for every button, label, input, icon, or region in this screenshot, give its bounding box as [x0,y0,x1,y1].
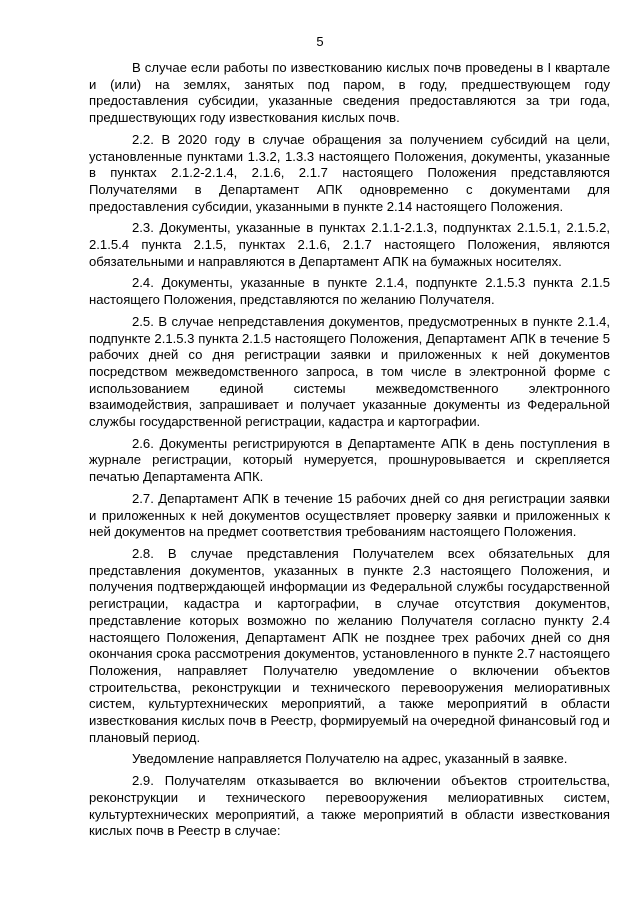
paragraph: Уведомление направляется Получателю на адрес, указанный в заявке. [132,751,568,767]
paragraph: 2.5. В случае непредставления документов, предусмотренных в пункте 2.1.4, подпункте 2.1.5.3 пункта 2.1.5 настоящего Положения, Департамент АПК в течение 5 рабочих дней со дня регистрации заявки и приложенных к ней документов посредством межведомственного запроса, в том числе в электронной форме с использованием единой системы межведомственного электронного взаимодействия, запрашивает и получает указанные документы из Федеральной службы государственной регистрации, кадастра и картографии. [89,313,610,430]
paragraph: 2.6. Документы регистрируются в Департаменте АПК в день поступления в журнале регистрации, который нумеруется, прошнуровывается и скрепляется печатью Департамента АПК. [89,435,610,485]
paragraph: 2.9. Получателям отказывается во включении объектов строительства, реконструкции и технического перевооружения мелиоративных систем, культуртехнических мероприятий, а также мероприятий в области известкования кислых почв в Реестр в случае: [89,773,610,839]
paragraph: 2.4. Документы, указанные в пункте 2.1.4, подпункте 2.1.5.3 пункта 2.1.5 настоящего Положения, представляются по желанию Получателя. [89,275,610,308]
paragraph: 2.2. В 2020 году в случае обращения за получением субсидий на цели, установленные пунктами 1.3.2, 1.3.3 настоящего Положения, документы, указанные в пунктах 2.1.2-2.1.4, 2.1.6, 2.1.7 настоящего Положения представляются Получателями в Департамент АПК одновременно с документами для предоставления субсидии, указанными в пункте 2.14 настоящего Положения. [89,131,610,214]
paragraph: 2.8. В случае представления Получателем всех обязательных для представления документов, указанных в пункте 2.3 настоящего Положения, и получения подтверждающей информации из Федеральной службы государственной регистрации, кадастра и картографии, в случае отсутствия документов, представление которых возможно по желанию Получателя согласно пункту 2.4 настоящего Положения, Департамент АПК не позднее трех рабочих дней со дня окончания срока рассмотрения документов, установленного в пункте 2.7 настоящего Положения, направляет Получателю уведомление о включении объектов строительства, реконструкции и технического перевооружения мелиоративных систем, культуртехнических мероприятий, а также мероприятий в области известкования кислых почв в Реестр, формируемый на очередной финансовый год и плановый период. [89,545,610,745]
paragraph: В случае если работы по известкованию кислых почв проведены в I квартале и (или) на землях, занятых под паром, в году, предшествующем году предоставления субсидии, указанные сведения предоставляются за три года, предшествующих году известкования кислых почв. [89,60,610,126]
paragraph: 2.7. Департамент АПК в течение 15 рабочих дней со дня регистрации заявки и приложенных к ней документов осуществляет проверку заявки и приложенных к ней документов на предмет соответствия требованиям настоящего Положения. [89,490,610,540]
paragraph: 2.3. Документы, указанные в пунктах 2.1.1-2.1.3, подпунктах 2.1.5.1, 2.1.5.2, 2.1.5.4 пункта 2.1.5, пунктах 2.1.6, 2.1.7 настоящего Положения, являются обязательными и направляются в Департамент АПК на бумажных носителях. [89,220,610,269]
page-number: 5 [316,34,324,49]
document-body [89,60,610,840]
